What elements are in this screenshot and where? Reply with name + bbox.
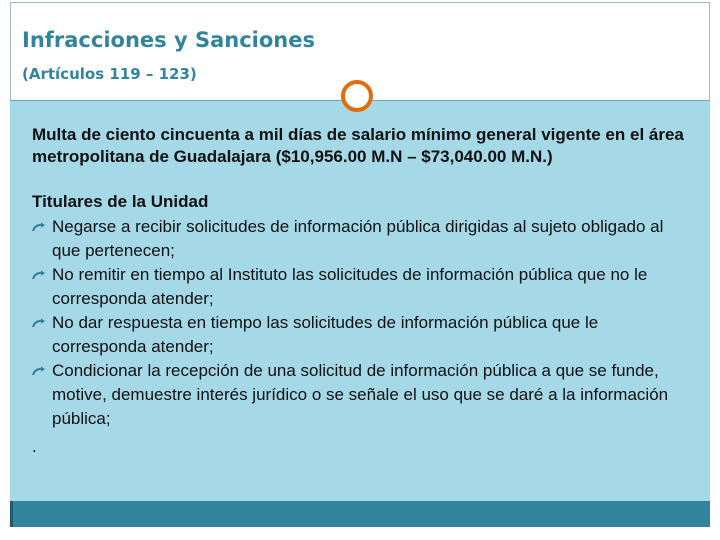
trailing-text: .: [32, 437, 37, 456]
list-item: [32, 359, 692, 431]
bullet-text: No dar respuesta en tiempo las solicitudes de información pública que le corresponda atender;: [52, 313, 599, 356]
bullet-text: Condicionar la recepción de una solicitud de información pública a que se funde, motive, demuestre interés jurídico o se señale el uso que se daré a la información pública;: [52, 361, 669, 428]
list-item: [32, 311, 692, 359]
curved-arrow-bullet-icon: [32, 270, 46, 281]
violation-list: [32, 215, 692, 431]
bullet-text: No remitir en tiempo al Instituto las solicitudes de información pública que no le corresponda atender;: [52, 265, 648, 308]
slide-title: Infracciones y Sanciones: [22, 28, 315, 52]
bullet-text: Negarse a recibir solicitudes de información pública dirigidas al sujeto obligado al que pertenecen;: [52, 217, 664, 260]
section-heading: Titulares de la Unidad: [32, 192, 209, 211]
list-item: [32, 215, 692, 263]
curved-arrow-bullet-icon: [32, 222, 46, 233]
curved-arrow-bullet-icon: [32, 318, 46, 329]
slide-content: [32, 124, 692, 457]
footer-bar: [10, 501, 710, 527]
slide-subtitle: (Artículos 119 – 123): [22, 65, 197, 83]
list-item: [32, 263, 692, 311]
fine-text: Multa de ciento cincuenta a mil días de salario mínimo general vigente en el área metropolitana de Guadalajara ($10,956.00 M.N – $73,040.00 M.N.): [32, 125, 684, 166]
curved-arrow-bullet-icon: [32, 366, 46, 377]
ring-ornament-icon: [341, 80, 373, 112]
